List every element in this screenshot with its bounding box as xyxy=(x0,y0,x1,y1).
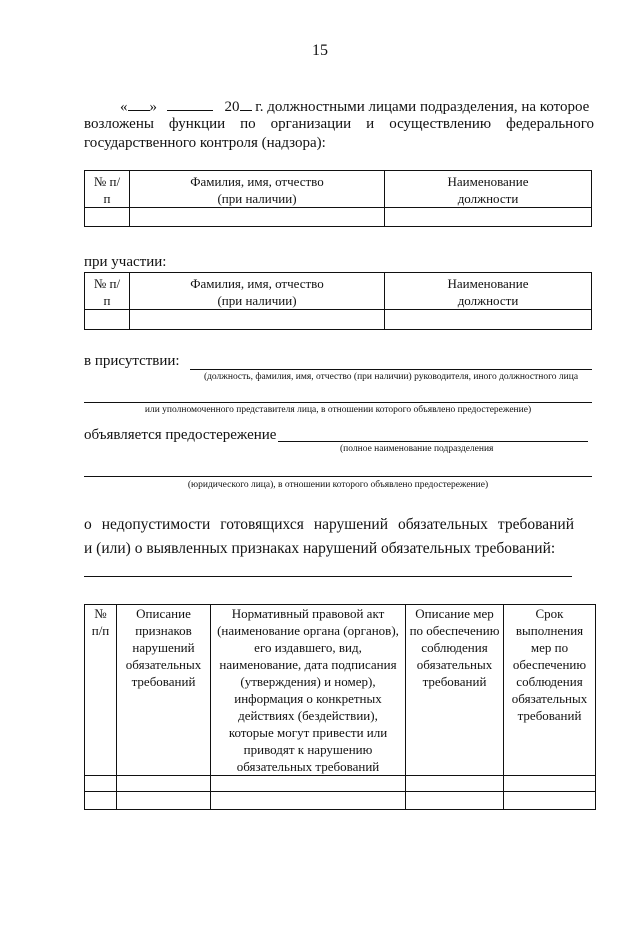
presence-hint-1: (должность, фамилия, имя, отчество (при наличии) руководителя, иного должностного лица xyxy=(203,372,579,382)
officials-table xyxy=(84,170,592,227)
close-quote: » xyxy=(149,99,157,115)
participation-label: при участии: xyxy=(84,254,167,270)
col-number: № п/п xyxy=(85,171,130,208)
participants-table xyxy=(84,272,592,330)
paragraph-line-2: и (или) о выявленных признаках нарушений обязательных требований: xyxy=(84,540,556,557)
violations-table xyxy=(84,604,596,810)
table-row xyxy=(85,208,592,227)
intro-line-3: государственного контроля (надзора): xyxy=(84,135,326,151)
year-prefix: 20 xyxy=(224,99,240,115)
month-blank xyxy=(167,96,213,111)
col-legal-act: Нормативный правовой акт (наименование органа (органов), его издавшего, вид, наименование, дата подписания (утверждения) и номер), информация о конкретных действиях (бездействии), которые могут привести или приводят к нарушению обязательных требований xyxy=(211,605,406,776)
presence-line-2 xyxy=(84,402,592,403)
warning-hint-1: (полное наименование подразделения xyxy=(340,444,494,454)
col-position: Наименование должности xyxy=(385,273,592,310)
warning-paragraph xyxy=(84,513,574,561)
col-deadline: Срок выполнения мер по обеспечению соблюдения обязательных требований xyxy=(504,605,596,776)
paragraph-blank-line xyxy=(84,576,572,577)
warning-line-1 xyxy=(278,441,588,442)
intro-line-1-text: г. должностными лицами подразделения, на которое xyxy=(255,99,590,115)
paragraph-line-1: о недопустимости готовящихся нарушений обязательных требований xyxy=(84,516,574,533)
col-number: № п/п xyxy=(85,605,117,776)
col-number: № п/п xyxy=(85,273,130,310)
page-number: 15 xyxy=(312,42,328,59)
table-row xyxy=(85,776,596,792)
year-blank xyxy=(240,96,252,111)
col-description: Описание признаков нарушений обязательных требований xyxy=(117,605,211,776)
presence-label: в присутствии: xyxy=(84,353,180,369)
table-row xyxy=(85,792,596,810)
table-row xyxy=(85,310,592,330)
intro-line-2: возложены функции по организации и осуществлению федерального xyxy=(84,116,594,132)
col-measures: Описание мер по обеспечению соблюдения обязательных требований xyxy=(406,605,504,776)
warning-line-2 xyxy=(84,476,592,477)
col-name: Фамилия, имя, отчество (при наличии) xyxy=(130,171,385,208)
col-name: Фамилия, имя, отчество (при наличии) xyxy=(130,273,385,310)
warning-label: объявляется предостережение xyxy=(84,427,277,443)
presence-line-1 xyxy=(190,369,592,370)
table-header-row xyxy=(85,273,592,310)
col-position: Наименование должности xyxy=(385,171,592,208)
warning-hint-2: (юридического лица), в отношении которого объявлено предостережение) xyxy=(187,480,489,490)
open-quote: « xyxy=(120,99,128,115)
table-header-row xyxy=(85,171,592,208)
table-header-row xyxy=(85,605,596,776)
intro-line-1 xyxy=(120,96,594,116)
presence-hint-2: или уполномоченного представителя лица, в отношении которого объявлено предостережение) xyxy=(144,405,532,415)
day-blank xyxy=(128,96,150,111)
